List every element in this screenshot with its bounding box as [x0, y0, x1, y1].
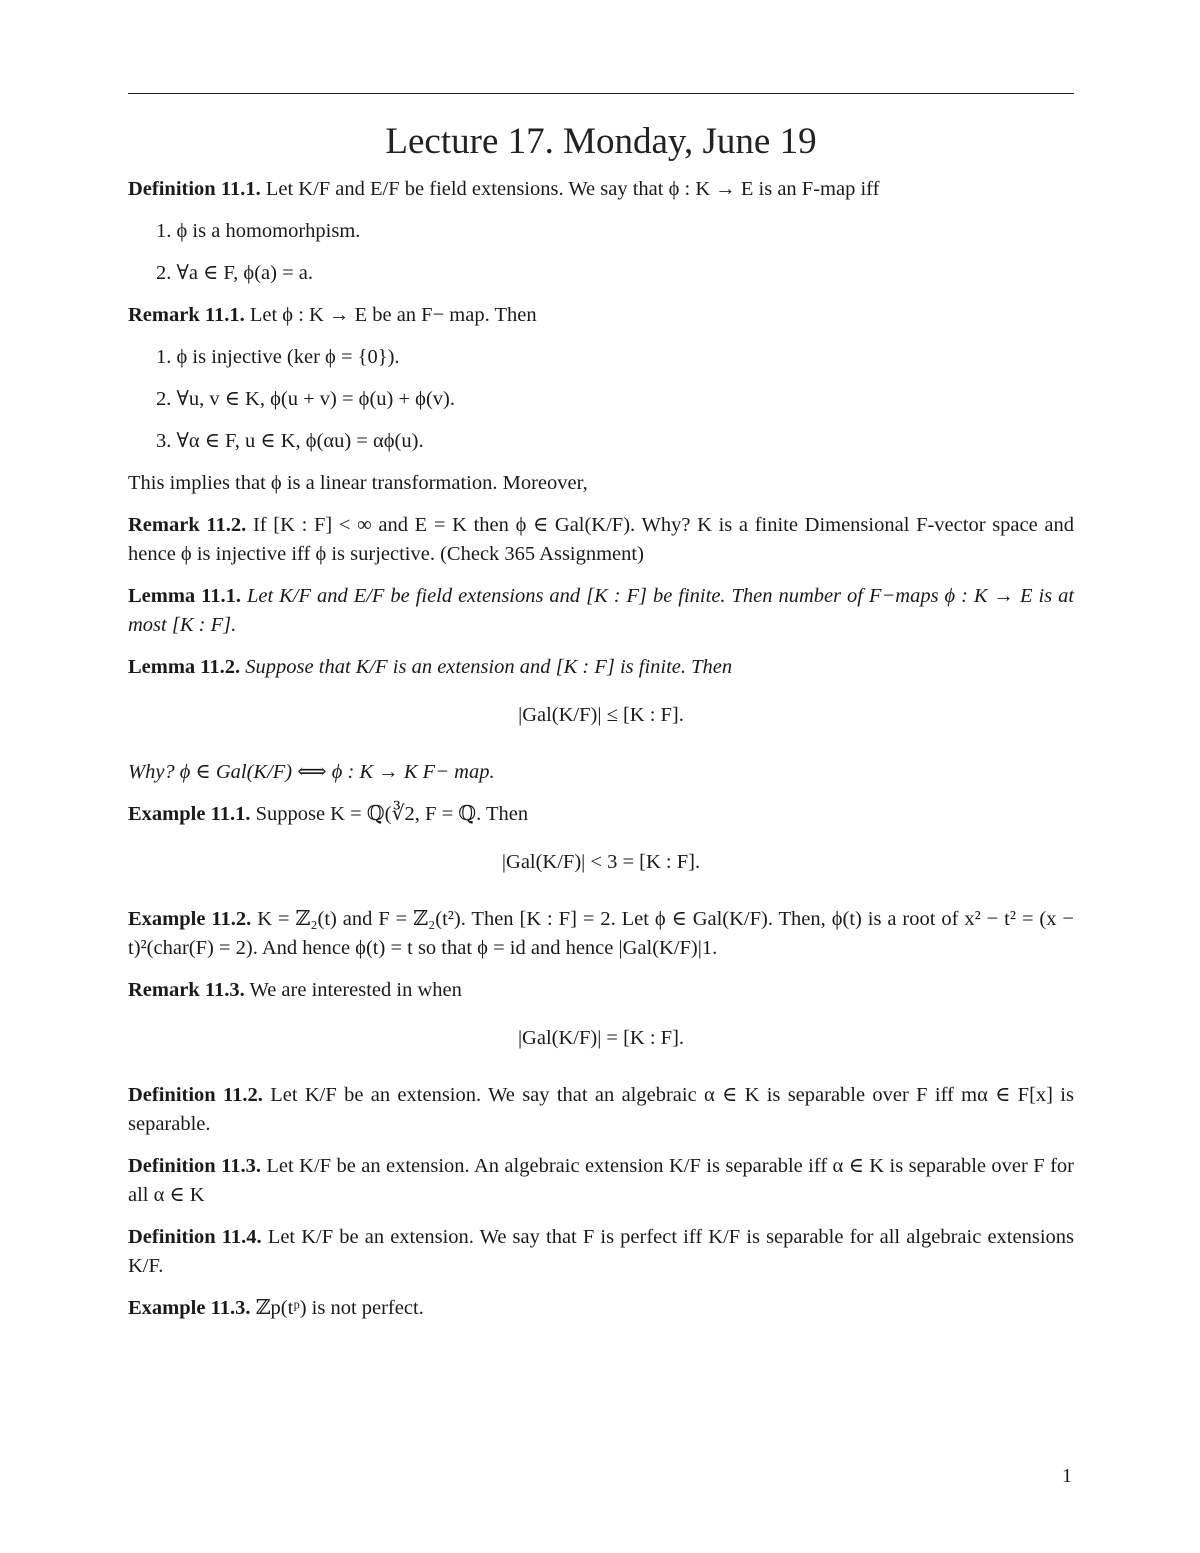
lecture-body — [128, 175, 1074, 1336]
block-text: Let ϕ : K → E be an F− map. Then — [249, 304, 537, 326]
definition-11-3 — [128, 1152, 1074, 1210]
lecture-title: Lecture 17. Monday, June 19 — [385, 121, 817, 162]
definition-11-4 — [128, 1223, 1074, 1281]
display-equation-2: |Gal(K/F)| < 3 = [K : F]. — [501, 851, 701, 873]
display-equation-3: |Gal(K/F)| = [K : F]. — [517, 1027, 685, 1049]
block-label: Lemma 11.2. — [128, 656, 241, 678]
block-label: Remark 11.1. — [128, 304, 245, 326]
example-11-3 — [128, 1294, 1074, 1323]
block-text: Let K/F be an extension. An algebraic extension K/F is separable iff α ∈ K is separable over F for all α ∈ K — [128, 1155, 1074, 1206]
block-text: Let K/F be an extension. We say that F is perfect iff K/F is separable for all algebraic extensions K/F. — [128, 1226, 1074, 1277]
block-text: K = ℤ₂(t) and F = ℤ₂(t²). Then [K : F] = 2. Let ϕ ∈ Gal(K/F). Then, ϕ(t) is a root of x² − t² = (x − t)²(char(F) = 2). And hence ϕ(t) = t so that ϕ = id and hence |Gal(K/F)|1. — [128, 908, 1074, 959]
remark-11-1 — [128, 301, 1074, 330]
list-item: 2. ∀a ∈ F, ϕ(a) = a. — [156, 262, 313, 284]
list-item: 1. ϕ is a homomorhpism. — [156, 220, 361, 242]
list-item: 1. ϕ is injective (ker ϕ = {0}). — [156, 346, 400, 368]
block-text: ℤp(tᵖ) is not perfect. — [255, 1297, 424, 1319]
definition-11-1-list — [156, 217, 1074, 288]
block-text: We are interested in when — [249, 979, 462, 1001]
block-text: If [K : F] < ∞ and E = K then ϕ ∈ Gal(K/F). Why? K is a finite Dimensional F-vector space and hence ϕ is injective iff ϕ is surjective. (Check 365 Assignment) — [128, 514, 1074, 565]
definition-11-1 — [128, 175, 1074, 204]
example-11-2 — [128, 905, 1074, 963]
block-label: Definition 11.2. — [128, 1084, 263, 1106]
block-label: Remark 11.2. — [128, 514, 247, 536]
why-note: Why? ϕ ∈ Gal(K/F) ⟺ ϕ : K → K F− map. — [128, 761, 495, 783]
block-text: Suppose that K/F is an extension and [K : F] is finite. Then — [245, 656, 733, 678]
block-label: Lemma 11.1. — [128, 585, 242, 607]
block-label: Definition 11.1. — [128, 178, 261, 200]
block-label: Example 11.2. — [128, 908, 252, 930]
block-text: Let K/F be an extension. We say that an algebraic α ∈ K is separable over F iff mα ∈ F[x] is separable. — [128, 1084, 1074, 1135]
display-equation-1: |Gal(K/F)| ≤ [K : F]. — [518, 704, 684, 726]
block-label: Definition 11.3. — [128, 1155, 261, 1177]
example-11-1 — [128, 800, 1074, 829]
block-text: Let K/F and E/F be field extensions. We say that ϕ : K → E is an F-map iff — [265, 178, 880, 200]
list-item: 3. ∀α ∈ F, u ∈ K, ϕ(αu) = αϕ(u). — [156, 430, 424, 452]
remark-11-3 — [128, 976, 1074, 1005]
block-text: Suppose K = ℚ(∛2, F = ℚ. Then — [255, 803, 529, 825]
header-rule — [128, 93, 1074, 94]
lemma-11-2 — [128, 653, 1074, 682]
remark-11-1-list — [156, 343, 1074, 456]
list-item: 2. ∀u, v ∈ K, ϕ(u + v) = ϕ(u) + ϕ(v). — [156, 388, 455, 410]
page-number: 1 — [1062, 1465, 1072, 1487]
block-label: Remark 11.3. — [128, 979, 245, 1001]
block-text: Let K/F and E/F be field extensions and [K : F] be finite. Then number of F−maps ϕ : K → E is at most [K : F]. — [128, 585, 1075, 636]
linear-transformation-note: This implies that ϕ is a linear transformation. Moreover, — [128, 472, 588, 494]
lemma-11-1 — [128, 582, 1074, 640]
definition-11-2 — [128, 1081, 1074, 1139]
block-label: Example 11.1. — [128, 803, 251, 825]
block-label: Example 11.3. — [128, 1297, 251, 1319]
block-label: Definition 11.4. — [128, 1226, 262, 1248]
remark-11-2 — [128, 511, 1074, 569]
